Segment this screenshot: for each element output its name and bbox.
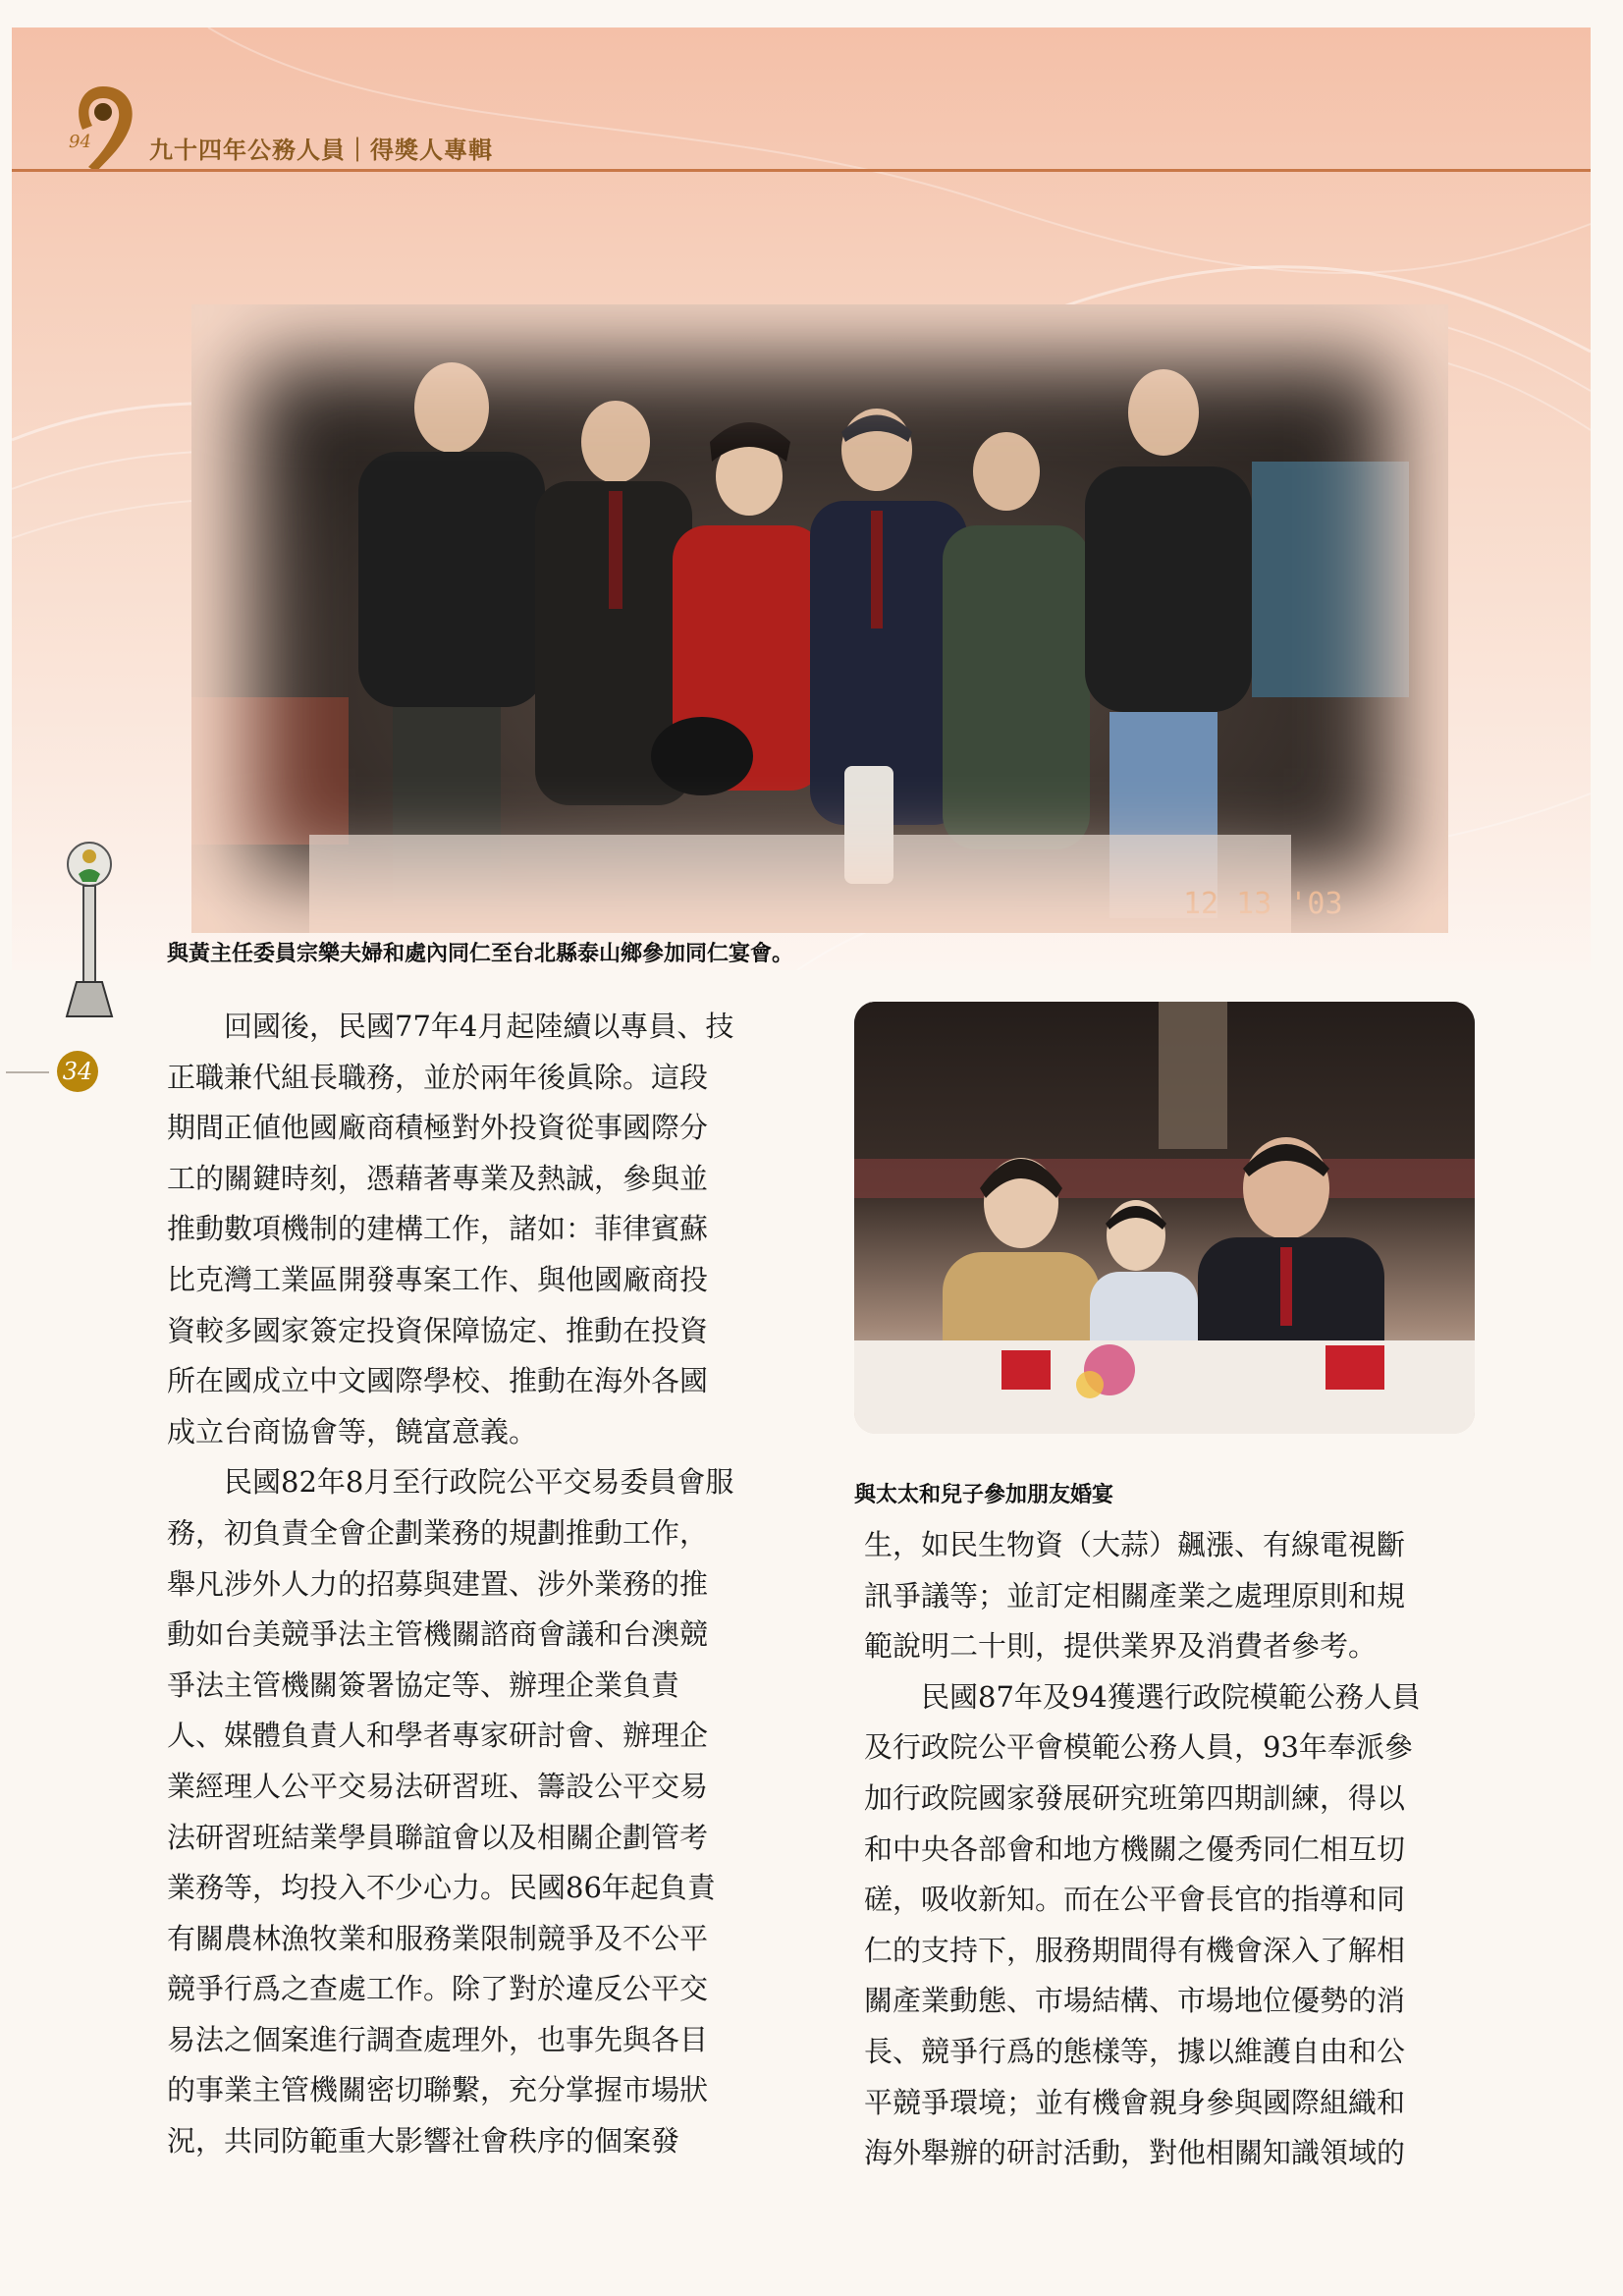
text-line: 工的關鍵時刻，憑藉著專業及熱誠，參與並	[167, 1161, 709, 1195]
text-line: 資較多國家簽定投資保障協定、推動在投資	[167, 1313, 709, 1347]
header-divider	[12, 169, 1591, 172]
text-line: 加行政院國家發展研究班第四期訓練，得以	[864, 1780, 1406, 1815]
page-number-rule	[6, 1071, 49, 1073]
text-line: 有關農林漁牧業和服務業限制競爭及不公平	[167, 1921, 709, 1955]
text-line: 正職兼代組長職務，並於兩年後眞除。這段	[167, 1060, 709, 1094]
banquet-group-photo	[191, 304, 1448, 933]
text-line: 關產業動態、市場結構、市場地位優勢的消	[864, 1984, 1406, 2018]
text-line: 法研習班結業學員聯誼會以及相關企劃管考	[167, 1820, 709, 1854]
text-line: 務，初負責全會企劃業務的規劃推動工作，	[167, 1515, 709, 1550]
photo1-caption: 與黃主任委員宗樂夫婦和處內同仁至台北縣泰山鄉參加同仁宴會。	[167, 942, 794, 966]
text-line: 平競爭環境；並有機會親身參與國際組織和	[864, 2085, 1406, 2119]
text-line: 人、媒體負責人和學者專家研討會、辦理企	[167, 1719, 709, 1753]
page-number: 34	[57, 1051, 98, 1092]
text-line: 民國87年及94獲選行政院模範公務人員	[864, 1679, 1421, 1714]
text-line: 動如台美競爭法主管機關諮商會議和台澳競	[167, 1617, 709, 1652]
text-line: 爭法主管機關簽署協定等、辦理企業負責	[167, 1667, 680, 1702]
text-line: 海外舉辦的研討活動，對他相關知識領域的	[864, 2136, 1406, 2170]
photo-date-stamp: 12 13 '03	[1183, 887, 1343, 921]
text-line: 民國82年8月至行政院公平交易委員會服	[167, 1465, 734, 1500]
award-logo-icon	[59, 79, 147, 177]
text-line: 競爭行爲之查處工作。除了對於違反公平交	[167, 1972, 709, 2006]
text-line: 長、競爭行爲的態樣等，據以維護自由和公	[864, 2034, 1406, 2068]
photo2-caption: 與太太和兒子參加朋友婚宴	[854, 1483, 1114, 1507]
text-line: 舉凡涉外人力的招募與建置、涉外業務的推	[167, 1566, 709, 1601]
text-line: 比克灣工業區開發專案工作、與他國廠商投	[167, 1262, 709, 1296]
text-line: 範說明二十則，提供業界及消費者參考。	[864, 1629, 1378, 1664]
wedding-family-photo	[854, 1002, 1475, 1434]
body-text-right-column	[864, 1520, 1478, 2179]
photo-vignette	[191, 304, 1448, 933]
logo-number: 94	[69, 132, 91, 152]
text-line: 期間正値他國廠商積極對外投資從事國際分	[167, 1111, 709, 1145]
body-text-left-column	[167, 1002, 781, 2167]
text-line: 業經理人公平交易法研習班、籌設公平交易	[167, 1769, 709, 1803]
family-photo-figures	[854, 1002, 1475, 1434]
text-line: 成立台商協會等，饒富意義。	[167, 1414, 538, 1449]
text-line: 業務等，均投入不少心力。民國86年起負責	[167, 1871, 716, 1905]
text-line: 推動數項機制的建構工作，諸如：菲律賓蘇	[167, 1212, 709, 1246]
text-line: 所在國成立中文國際學校、推動在海外各國	[167, 1364, 709, 1398]
text-line: 易法之個案進行調查處理外，也事先與各目	[167, 2022, 709, 2056]
text-line: 的事業主管機關密切聯繫，充分掌握市場狀	[167, 2073, 709, 2107]
text-line: 及行政院公平會模範公務人員，93年奉派參	[864, 1730, 1413, 1765]
text-line: 生，如民生物資（大蒜）飆漲、有線電視斷	[864, 1528, 1406, 1561]
text-line: 仁的支持下，服務期間得有機會深入了解相	[864, 1933, 1406, 1967]
text-line: 訊爭議等；並訂定相關產業之處理原則和規	[864, 1578, 1406, 1613]
text-line: 和中央各部會和地方機關之優秀同仁相互切	[864, 1831, 1406, 1866]
text-line: 況，共同防範重大影響社會秩序的個案發	[167, 2124, 680, 2159]
page-header-title: 九十四年公務人員｜得獎人專輯	[149, 137, 493, 164]
trophy-icon	[57, 835, 122, 1021]
text-line: 回國後，民國77年4月起陸續以專員、技	[167, 1010, 734, 1043]
text-line: 磋，吸收新知。而在公平會長官的指導和同	[864, 1883, 1406, 1917]
